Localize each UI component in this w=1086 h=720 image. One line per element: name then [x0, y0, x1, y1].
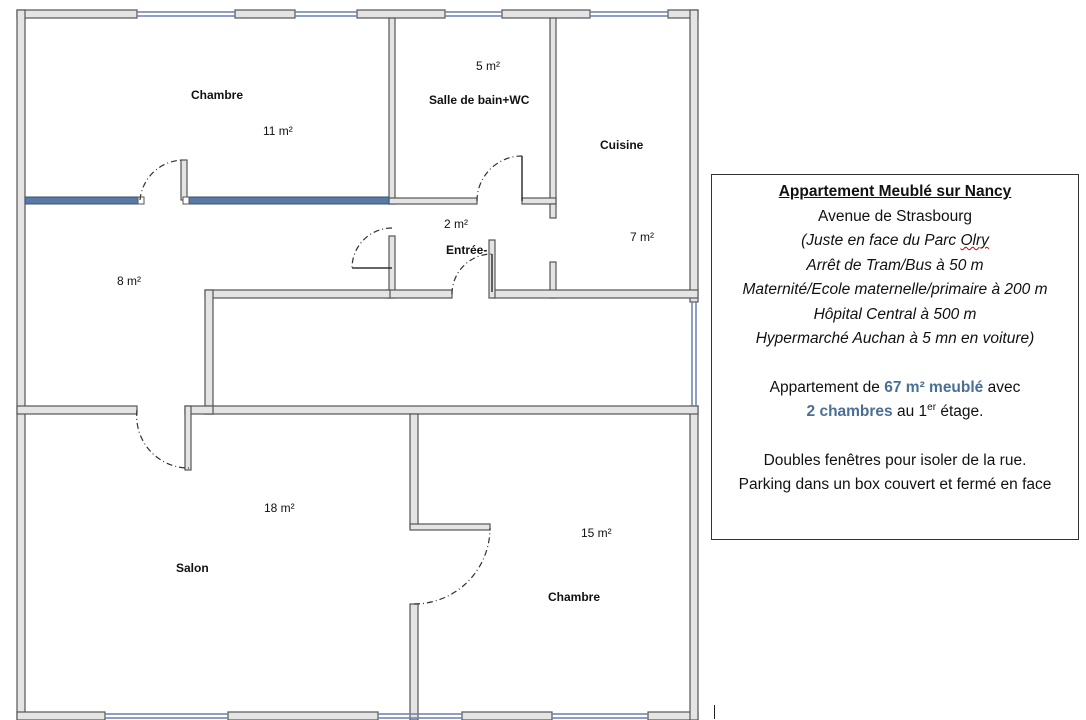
room-label-entree: Entrée-: [446, 243, 488, 257]
info-desc-prefix: Appartement de: [769, 378, 885, 396]
info-rooms-sup: er: [927, 401, 937, 413]
info-desc-highlight: 67 m² meublé: [884, 378, 984, 396]
room-label-bath: Salle de bain+WC: [429, 93, 530, 107]
info-title: Appartement Meublé sur Nancy: [778, 183, 1012, 200]
room-label-salon: Salon: [176, 561, 209, 575]
blue-partition: [25, 197, 389, 204]
info-near-hospital: Hôpital Central à 500 m: [813, 305, 977, 323]
room-area-chambre-bottom: 15 m²: [581, 526, 612, 540]
room-label-cuisine: Cuisine: [600, 138, 644, 152]
windows: [105, 12, 696, 718]
info-rooms-highlight: 2 chambres: [806, 403, 893, 420]
info-address: Avenue de Strasbourg: [818, 207, 972, 225]
room-area-bath: 5 m²: [476, 59, 500, 73]
info-near-park-name: Olry: [960, 232, 989, 249]
info-near-park: [712, 229, 1078, 254]
info-near-tram: Arrêt de Tram/Bus à 50 m: [806, 256, 984, 274]
room-label-chambre-top: Chambre: [191, 88, 244, 102]
room-area-entree: 2 m²: [444, 217, 468, 231]
info-rooms-mid: au 1: [892, 403, 928, 420]
info-box: [711, 174, 1079, 540]
door-leaves: [352, 156, 522, 292]
info-description: [712, 376, 1078, 401]
text-cursor: [714, 705, 715, 719]
info-near-school: Maternité/Ecole maternelle/primaire à 200 m: [742, 281, 1048, 298]
info-rooms-end: étage.: [936, 403, 984, 420]
room-area-salon: 18 m²: [264, 501, 295, 515]
info-near-park-text: (Juste en face du Parc: [801, 232, 961, 249]
info-parking: Parking dans un box couvert et fermé en face: [738, 476, 1052, 493]
info-near-market: Hypermarché Auchan à 5 mn en voiture): [755, 330, 1035, 347]
room-area-cuisine: 7 m²: [630, 230, 654, 244]
info-rooms: [712, 400, 1078, 425]
room-area-couloir: 8 m²: [117, 274, 141, 288]
room-label-chambre-bottom: Chambre: [548, 590, 601, 604]
walls: [17, 10, 698, 720]
info-desc-suffix: avec: [983, 378, 1021, 396]
room-area-chambre-top: 11 m²: [263, 124, 293, 138]
info-windows: Doubles fenêtres pour isoler de la rue.: [763, 451, 1027, 469]
